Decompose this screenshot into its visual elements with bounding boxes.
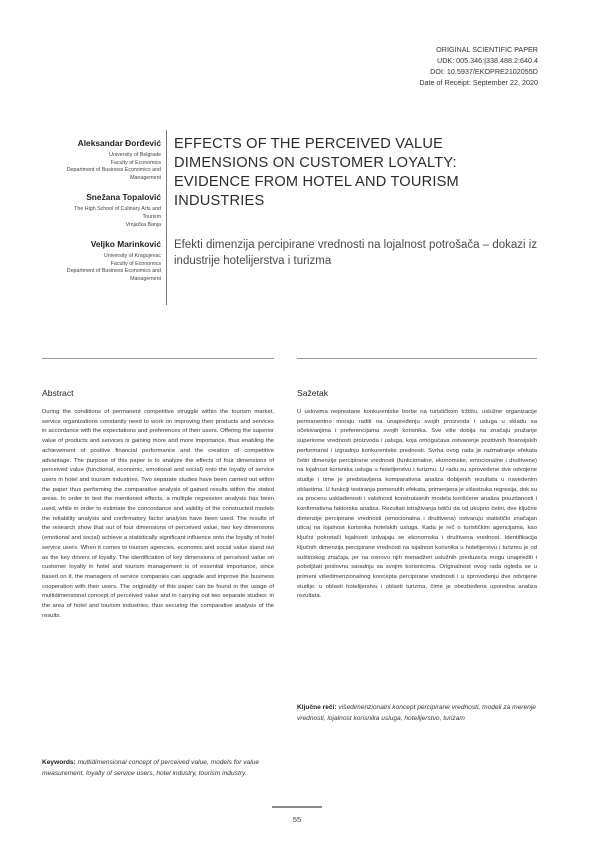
author-affiliation — [41, 152, 161, 182]
page-number: 55 — [292, 815, 302, 824]
author-affiliation — [41, 206, 161, 229]
udk-code: UDK: 005.346:|338.488.2:640.4 — [437, 56, 538, 65]
affiliation-line: Vrnjačka Banja — [125, 221, 161, 228]
author-affiliation — [41, 253, 161, 283]
date-of-receipt: Date of Receipt: September 22, 2020 — [419, 78, 538, 87]
sazetak-keywords — [297, 702, 537, 724]
affiliation-line: Management — [130, 174, 161, 181]
affiliation-line: Faculty of Economics — [110, 260, 161, 267]
sazetak-text: U uslovima neprestane konkurentske borbe na turističkom tržištu, uslužne organizacije permanentno moraju raditi na unapređenju svojih proizvoda i usluga u skladu sa očekivanjima i preferencijama svojih korisnika. Sve više dobija na značaju pružanje superiorne vrednosti proizvoda i usluga, koja omogućava ostvarenje pozitivnih finansijskih performansi i izgradnju konkurentske prednosti. Svrha ovog rada je razmatranje efekata četiri dimenzije percipirane vrednosti (funkcionalne, ekonomske, emocionalne i društvene) na lojalnost korisnika usluga u hotelijerstvu i turizmu. U radu su sprovedene dve odvojene studije i time je predstavljena komparativna analiza dobijenih rezultata u navedenim oblastima. U funkciji testiranja pomenutih efekata, primenjena je višestruka regresija, dok su za procenu usklađenosti i validnosti konstruisanih modela korišćene analiza pouzdanosti i konfirmativna faktorska analiza. Rezultati istraživanja ističu da od ukupno četiri, dve ključne dimenzije percipirane vrednosti (emocionalna i društvena) ostvaruju statistički značajan uticaj na lojalnost korisnika hotelskih usluga. Kada je reč o turističkim agencijama, kao ključni pokretači lojalnosti izdvajaju se ekonomska i društvena vrednost. Identifikacija ključnih dimenzija percipirane vrednosti na lojalnost korisnika u hotelijerstvu i turizmu je od suštinskog značaja, jer na osnovu njih menadžeri uslužnih preduzeća mogu unaprediti i poboljšati poslovnu saradnju sa svojim korisnicima. Originalnost ovog rada ogleda se u primeni višedimenzionalnog koncepta percipirane vrednosti i u sprovođenju dve odvojene studije: u oblasti hotelijerstvu i oblasti turizma, čime je obezbeđena uporedna analiza rezultata. — [297, 409, 537, 600]
affiliation-line: Department of Business Economics and — [66, 268, 161, 275]
keywords-text: multidimensional concept of perceived value, models for value measurement, loyalty of service users, hotel industry, tourism industry. — [42, 759, 259, 777]
author-list — [41, 138, 161, 294]
keywords-label: Keywords: — [42, 759, 76, 766]
doi: DOI: 10.5937/EKOPRE2102055D — [430, 67, 538, 76]
sazetak-rule — [297, 358, 537, 359]
author-block — [41, 192, 161, 229]
affiliation-line: Faculty of Economics — [110, 159, 161, 166]
keywords-label: Ključne reči: — [297, 704, 337, 711]
affiliation-line: Management — [130, 275, 161, 282]
affiliation-line: Department of Business Economics and — [66, 167, 161, 174]
abstract-heading: Abstract — [42, 388, 74, 398]
footer-rule — [272, 806, 322, 808]
abstract-keywords — [42, 757, 274, 779]
article-title-serbian: Efekti dimenzija percipirane vrednosti na lojalnost potrošača – dokazi iz industrije hotelijerstva i turizma — [174, 239, 538, 267]
author-block — [41, 239, 161, 283]
author-name: Snežana Topalović — [86, 192, 161, 203]
abstract-text: During the conditions of permanent competitive struggle within the tourism market, service organizations constantly need to work on improving their products and services in accordance with the expectations and preferences of their users. Offering the superior value of products and services is gaining more and more importance, thus enabling the achievement of positive financial performance and the creation of competitive advantage. The purpose of this paper is to analyze the effects of four dimensions of perceived value (functional, economic, emotional and social) onto the loyalty of service users in hotel and tourism industries. Two separate studies have been carried out within the paper thus performing the comparative analysis of gained results within the stated areas. In order to test the mentioned effects, a multiple regression analysis has been used, while in order to estimate the concordance and validity of the constructed models the reliability analysis and confirmatory factor analysis have been used. The results of the research show that out of four dimensions of perceived value, two key dimensions (emotional and social) achieve a statistically significant influence onto the loyalty of hotel service users. When it comes to tourism agencies, economic and social value stand out as the key drivers of loyalty. The identification of key dimensions of perceived value on customer loyalty in hotel and tourism management is of essential importance, since based on it, the managers of service companies can upgrade and improve the business cooperation with their users. The originality of this paper can be found in the usage of multidimensional concept of perceived value and in carrying out two separate studies: in the area of hotel and tourism industries, thus securing the comparative analysis of the results. — [42, 409, 274, 619]
article-type: ORIGINAL SCIENTIFIC PAPER — [436, 45, 538, 54]
article-metadata — [419, 44, 538, 88]
affiliation-line: The High School of Culinary Arts and — [74, 206, 161, 213]
affiliation-line: University of Kragujevac — [103, 253, 161, 260]
affiliation-line: University of Belgrade — [109, 152, 161, 158]
title-divider — [166, 130, 167, 305]
author-block — [41, 138, 161, 182]
affiliation-line: Tourism — [142, 213, 161, 220]
author-name: Veljko Marinković — [90, 239, 161, 250]
sazetak-heading: Sažetak — [297, 388, 329, 398]
article-title: EFFECTS OF THE PERCEIVED VALUE DIMENSIONS ON CUSTOMER LOYALTY: EVIDENCE FROM HOTEL AND TOURISM INDUSTRIES — [174, 136, 459, 209]
keywords-text: višedimenzionalni koncept percipirane vrednosti, modeli za merenje vrednosti, lojalnost korisnika usluga, hotelijerstvo, turizam — [297, 704, 536, 722]
abstract-rule — [42, 358, 274, 359]
author-name: Aleksandar Đorđević — [77, 138, 161, 148]
